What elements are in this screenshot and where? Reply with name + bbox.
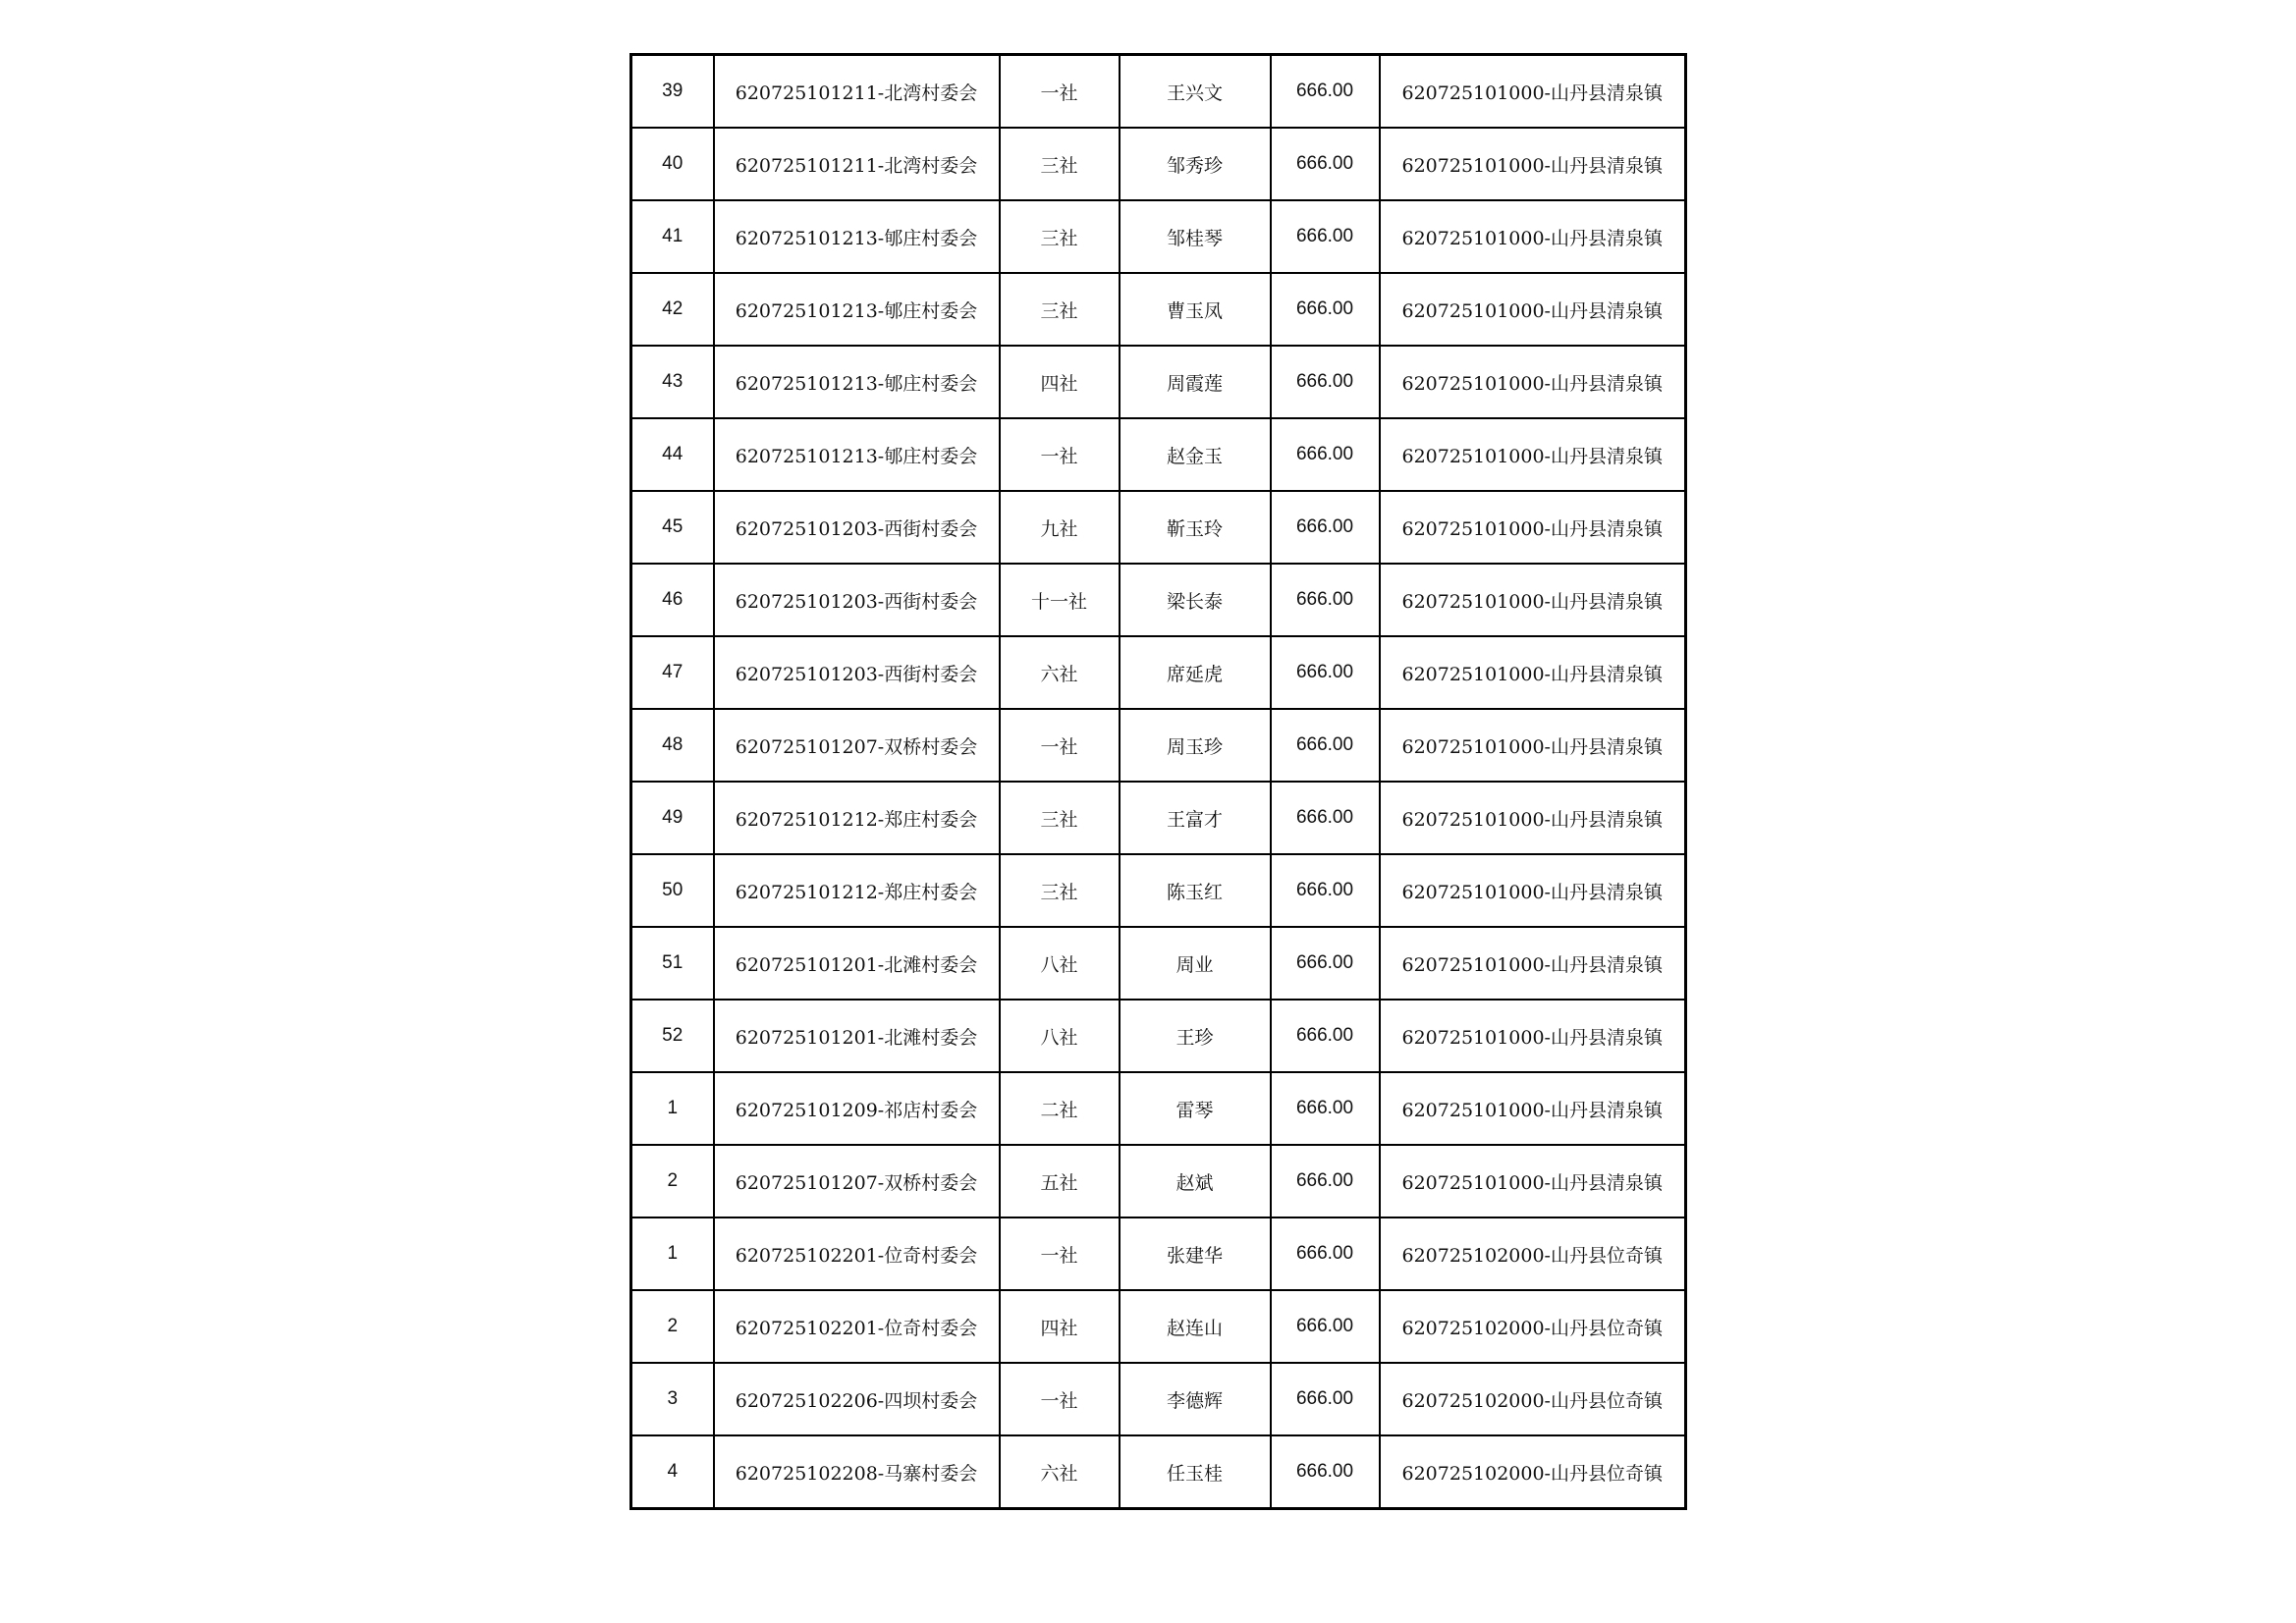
town-cell: 620725101000-山丹县清泉镇: [1380, 491, 1686, 564]
group-cell: 一社: [1000, 55, 1120, 129]
village-cell: 620725101203-西街村委会: [714, 636, 1000, 709]
table-row: [631, 1363, 1686, 1435]
table-row: [631, 709, 1686, 782]
amount-cell: 666.00: [1271, 782, 1380, 854]
village-cell: 620725101211-北湾村委会: [714, 128, 1000, 200]
village-cell: 620725101212-郑庄村委会: [714, 854, 1000, 927]
amount-cell: 666.00: [1271, 709, 1380, 782]
table-row: [631, 564, 1686, 636]
table-row: [631, 418, 1686, 491]
town-cell: 620725101000-山丹县清泉镇: [1380, 200, 1686, 273]
name-cell: 李德辉: [1120, 1363, 1271, 1435]
group-cell: 三社: [1000, 782, 1120, 854]
village-cell: 620725101213-郇庄村委会: [714, 418, 1000, 491]
village-cell: 620725101203-西街村委会: [714, 491, 1000, 564]
village-cell: 620725102208-马寨村委会: [714, 1435, 1000, 1509]
seq-cell: 1: [631, 1072, 714, 1145]
group-cell: 八社: [1000, 1000, 1120, 1072]
town-cell: 620725101000-山丹县清泉镇: [1380, 273, 1686, 346]
town-cell: 620725101000-山丹县清泉镇: [1380, 709, 1686, 782]
table-row: [631, 55, 1686, 129]
town-cell: 620725101000-山丹县清泉镇: [1380, 782, 1686, 854]
name-cell: 任玉桂: [1120, 1435, 1271, 1509]
village-cell: 620725101213-郇庄村委会: [714, 200, 1000, 273]
seq-cell: 2: [631, 1290, 714, 1363]
village-cell: 620725102201-位奇村委会: [714, 1217, 1000, 1290]
group-cell: 六社: [1000, 1435, 1120, 1509]
name-cell: 周玉珍: [1120, 709, 1271, 782]
roster-table: [629, 53, 1687, 1510]
name-cell: 邹秀珍: [1120, 128, 1271, 200]
table-row: [631, 854, 1686, 927]
seq-cell: 39: [631, 55, 714, 129]
town-cell: 620725101000-山丹县清泉镇: [1380, 55, 1686, 129]
group-cell: 三社: [1000, 128, 1120, 200]
village-cell: 620725101212-郑庄村委会: [714, 782, 1000, 854]
table-row: [631, 636, 1686, 709]
amount-cell: 666.00: [1271, 200, 1380, 273]
village-cell: 620725101201-北滩村委会: [714, 927, 1000, 1000]
table-row: [631, 1290, 1686, 1363]
table-row: [631, 1000, 1686, 1072]
town-cell: 620725101000-山丹县清泉镇: [1380, 1145, 1686, 1217]
town-cell: 620725102000-山丹县位奇镇: [1380, 1435, 1686, 1509]
village-cell: 620725102206-四坝村委会: [714, 1363, 1000, 1435]
name-cell: 靳玉玲: [1120, 491, 1271, 564]
town-cell: 620725101000-山丹县清泉镇: [1380, 1072, 1686, 1145]
village-cell: 620725101207-双桥村委会: [714, 1145, 1000, 1217]
group-cell: 十一社: [1000, 564, 1120, 636]
name-cell: 席延虎: [1120, 636, 1271, 709]
village-cell: 620725101209-祁店村委会: [714, 1072, 1000, 1145]
town-cell: 620725101000-山丹县清泉镇: [1380, 636, 1686, 709]
town-cell: 620725102000-山丹县位奇镇: [1380, 1290, 1686, 1363]
seq-cell: 45: [631, 491, 714, 564]
table-row: [631, 200, 1686, 273]
seq-cell: 3: [631, 1363, 714, 1435]
table-row: [631, 273, 1686, 346]
amount-cell: 666.00: [1271, 128, 1380, 200]
village-cell: 620725101203-西街村委会: [714, 564, 1000, 636]
name-cell: 赵金玉: [1120, 418, 1271, 491]
town-cell: 620725102000-山丹县位奇镇: [1380, 1363, 1686, 1435]
group-cell: 八社: [1000, 927, 1120, 1000]
seq-cell: 42: [631, 273, 714, 346]
name-cell: 赵斌: [1120, 1145, 1271, 1217]
amount-cell: 666.00: [1271, 1000, 1380, 1072]
village-cell: 620725101201-北滩村委会: [714, 1000, 1000, 1072]
town-cell: 620725102000-山丹县位奇镇: [1380, 1217, 1686, 1290]
table-row: [631, 128, 1686, 200]
amount-cell: 666.00: [1271, 491, 1380, 564]
name-cell: 邹桂琴: [1120, 200, 1271, 273]
amount-cell: 666.00: [1271, 1435, 1380, 1509]
name-cell: 张建华: [1120, 1217, 1271, 1290]
seq-cell: 41: [631, 200, 714, 273]
amount-cell: 666.00: [1271, 346, 1380, 418]
town-cell: 620725101000-山丹县清泉镇: [1380, 418, 1686, 491]
name-cell: 雷琴: [1120, 1072, 1271, 1145]
table-row: [631, 491, 1686, 564]
group-cell: 一社: [1000, 418, 1120, 491]
name-cell: 王兴文: [1120, 55, 1271, 129]
amount-cell: 666.00: [1271, 1290, 1380, 1363]
village-cell: 620725101213-郇庄村委会: [714, 346, 1000, 418]
amount-cell: 666.00: [1271, 564, 1380, 636]
town-cell: 620725101000-山丹县清泉镇: [1380, 1000, 1686, 1072]
amount-cell: 666.00: [1271, 273, 1380, 346]
table-row: [631, 927, 1686, 1000]
seq-cell: 47: [631, 636, 714, 709]
name-cell: 曹玉凤: [1120, 273, 1271, 346]
village-cell: 620725101211-北湾村委会: [714, 55, 1000, 129]
amount-cell: 666.00: [1271, 927, 1380, 1000]
amount-cell: 666.00: [1271, 1145, 1380, 1217]
name-cell: 王富才: [1120, 782, 1271, 854]
town-cell: 620725101000-山丹县清泉镇: [1380, 128, 1686, 200]
town-cell: 620725101000-山丹县清泉镇: [1380, 564, 1686, 636]
group-cell: 四社: [1000, 1290, 1120, 1363]
amount-cell: 666.00: [1271, 418, 1380, 491]
group-cell: 三社: [1000, 200, 1120, 273]
group-cell: 一社: [1000, 1363, 1120, 1435]
name-cell: 赵连山: [1120, 1290, 1271, 1363]
seq-cell: 52: [631, 1000, 714, 1072]
table-row: [631, 346, 1686, 418]
group-cell: 五社: [1000, 1145, 1120, 1217]
village-cell: 620725102201-位奇村委会: [714, 1290, 1000, 1363]
seq-cell: 46: [631, 564, 714, 636]
seq-cell: 43: [631, 346, 714, 418]
seq-cell: 50: [631, 854, 714, 927]
name-cell: 陈玉红: [1120, 854, 1271, 927]
village-cell: 620725101207-双桥村委会: [714, 709, 1000, 782]
seq-cell: 48: [631, 709, 714, 782]
amount-cell: 666.00: [1271, 1217, 1380, 1290]
town-cell: 620725101000-山丹县清泉镇: [1380, 854, 1686, 927]
name-cell: 梁长泰: [1120, 564, 1271, 636]
amount-cell: 666.00: [1271, 854, 1380, 927]
town-cell: 620725101000-山丹县清泉镇: [1380, 927, 1686, 1000]
name-cell: 王珍: [1120, 1000, 1271, 1072]
name-cell: 周业: [1120, 927, 1271, 1000]
seq-cell: 1: [631, 1217, 714, 1290]
table-row: [631, 1145, 1686, 1217]
amount-cell: 666.00: [1271, 636, 1380, 709]
group-cell: 三社: [1000, 854, 1120, 927]
amount-cell: 666.00: [1271, 1072, 1380, 1145]
table-row: [631, 1072, 1686, 1145]
seq-cell: 49: [631, 782, 714, 854]
group-cell: 四社: [1000, 346, 1120, 418]
group-cell: 九社: [1000, 491, 1120, 564]
table-row: [631, 1217, 1686, 1290]
village-cell: 620725101213-郇庄村委会: [714, 273, 1000, 346]
seq-cell: 4: [631, 1435, 714, 1509]
amount-cell: 666.00: [1271, 55, 1380, 129]
name-cell: 周霞莲: [1120, 346, 1271, 418]
group-cell: 一社: [1000, 709, 1120, 782]
group-cell: 三社: [1000, 273, 1120, 346]
table-row: [631, 1435, 1686, 1509]
group-cell: 一社: [1000, 1217, 1120, 1290]
seq-cell: 44: [631, 418, 714, 491]
group-cell: 二社: [1000, 1072, 1120, 1145]
town-cell: 620725101000-山丹县清泉镇: [1380, 346, 1686, 418]
table-row: [631, 782, 1686, 854]
seq-cell: 2: [631, 1145, 714, 1217]
group-cell: 六社: [1000, 636, 1120, 709]
seq-cell: 51: [631, 927, 714, 1000]
amount-cell: 666.00: [1271, 1363, 1380, 1435]
roster-table-body: [631, 55, 1686, 1509]
seq-cell: 40: [631, 128, 714, 200]
